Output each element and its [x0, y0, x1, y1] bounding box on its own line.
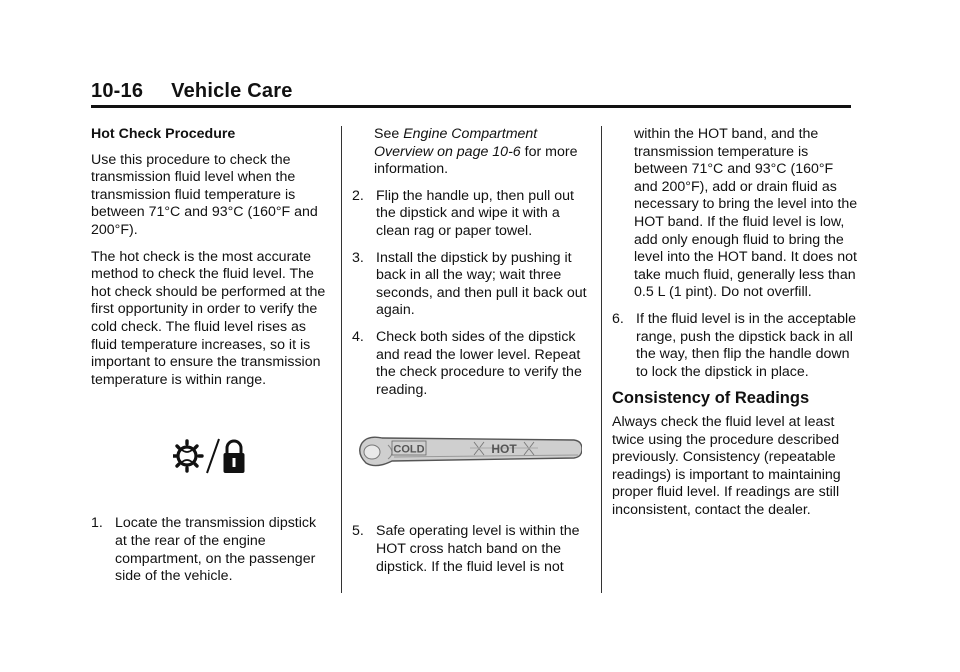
column-3: [612, 126, 858, 528]
column-1: [91, 126, 331, 595]
cross-reference-link[interactable]: Engine Compartment Overview on page 10-6: [374, 126, 538, 160]
subheading-hot-check: Hot Check Procedure: [91, 126, 236, 142]
caution-icons: [91, 423, 331, 489]
list-item-step-3: 3. Install the dipstick by pushing it back in all the way; wait three seconds, and then pull it back out again.: [352, 249, 587, 319]
step-5-continued: within the HOT band, and the transmission temperature is between 71°C and 93°C (160°F and 200°F), add or drain fluid as necessary to bring the level into the HOT band. If the fluid level is low, add only enough fluid to bring the level into the HOT band. It does not take much fluid, generally less than 0.5 L (1 pint). Do not overfill.: [634, 126, 858, 301]
see-reference: See Engine Compartment Overview on page 10-6 for more information.: [374, 126, 578, 178]
dipstick-illustration: [352, 423, 588, 493]
page-number: 10-16: [91, 80, 144, 102]
list-item-step-1: 1. Locate the transmission dipstick at the rear of the engine compartment, on the passenger side of the vehicle.: [91, 515, 317, 585]
list-item-step-5: 5. Safe operating level is within the HOT cross hatch band on the dipstick. If the fluid level is not: [352, 523, 580, 575]
section-title: Vehicle Care: [171, 80, 293, 102]
paragraph-hot-check: The hot check is the most accurate method to check the fluid level. The hot check should be performed at the first opportunity in order to verify the cold check. The fluid level rises as fluid temperature increases, so it is important to ensure the transmission temperature is within range.: [91, 248, 326, 388]
heading-consistency-of-readings: Consistency of Readings: [612, 389, 810, 408]
slash-icon: [207, 439, 219, 473]
header-rule: [91, 105, 851, 108]
dipstick-hot-label: HOT: [491, 442, 517, 457]
list-item-step-6: 6. If the fluid level is in the acceptable range, push the dipstick back in all the way, then flip the handle down to lock the dipstick in place.: [612, 310, 857, 380]
column-divider-1: [341, 126, 342, 593]
paragraph-consistency: Always check the fluid level at least twice using the procedure described previously. Consistency (repeatable readings) is important to maintaining proper fluid level. If readings are still inconsistent, contact the dealer.: [612, 413, 841, 518]
step-1-text: Locate the transmission dipstick at the rear of the engine compartment, on the passenger side of the vehicle.: [115, 515, 317, 585]
column-divider-2: [601, 126, 602, 593]
transmission-lock-symbol: [173, 436, 249, 476]
page-header: [91, 80, 851, 103]
gear-icon: [173, 441, 202, 471]
list-item-step-2: 2. Flip the handle up, then pull out the dipstick and wipe it with a clean rag or paper towel.: [352, 187, 574, 239]
paragraph-intro: Use this procedure to check the transmission fluid level when the transmission fluid temperature is between 71°C and 93°C (160°F and 200°F).: [91, 151, 318, 238]
lock-icon: [224, 441, 245, 473]
column-2: [352, 126, 588, 585]
dipstick-cold-label: COLD: [393, 443, 425, 456]
list-item-step-4: 4. Check both sides of the dipstick and read the lower level. Repeat the check procedure to verify the reading.: [352, 328, 582, 398]
